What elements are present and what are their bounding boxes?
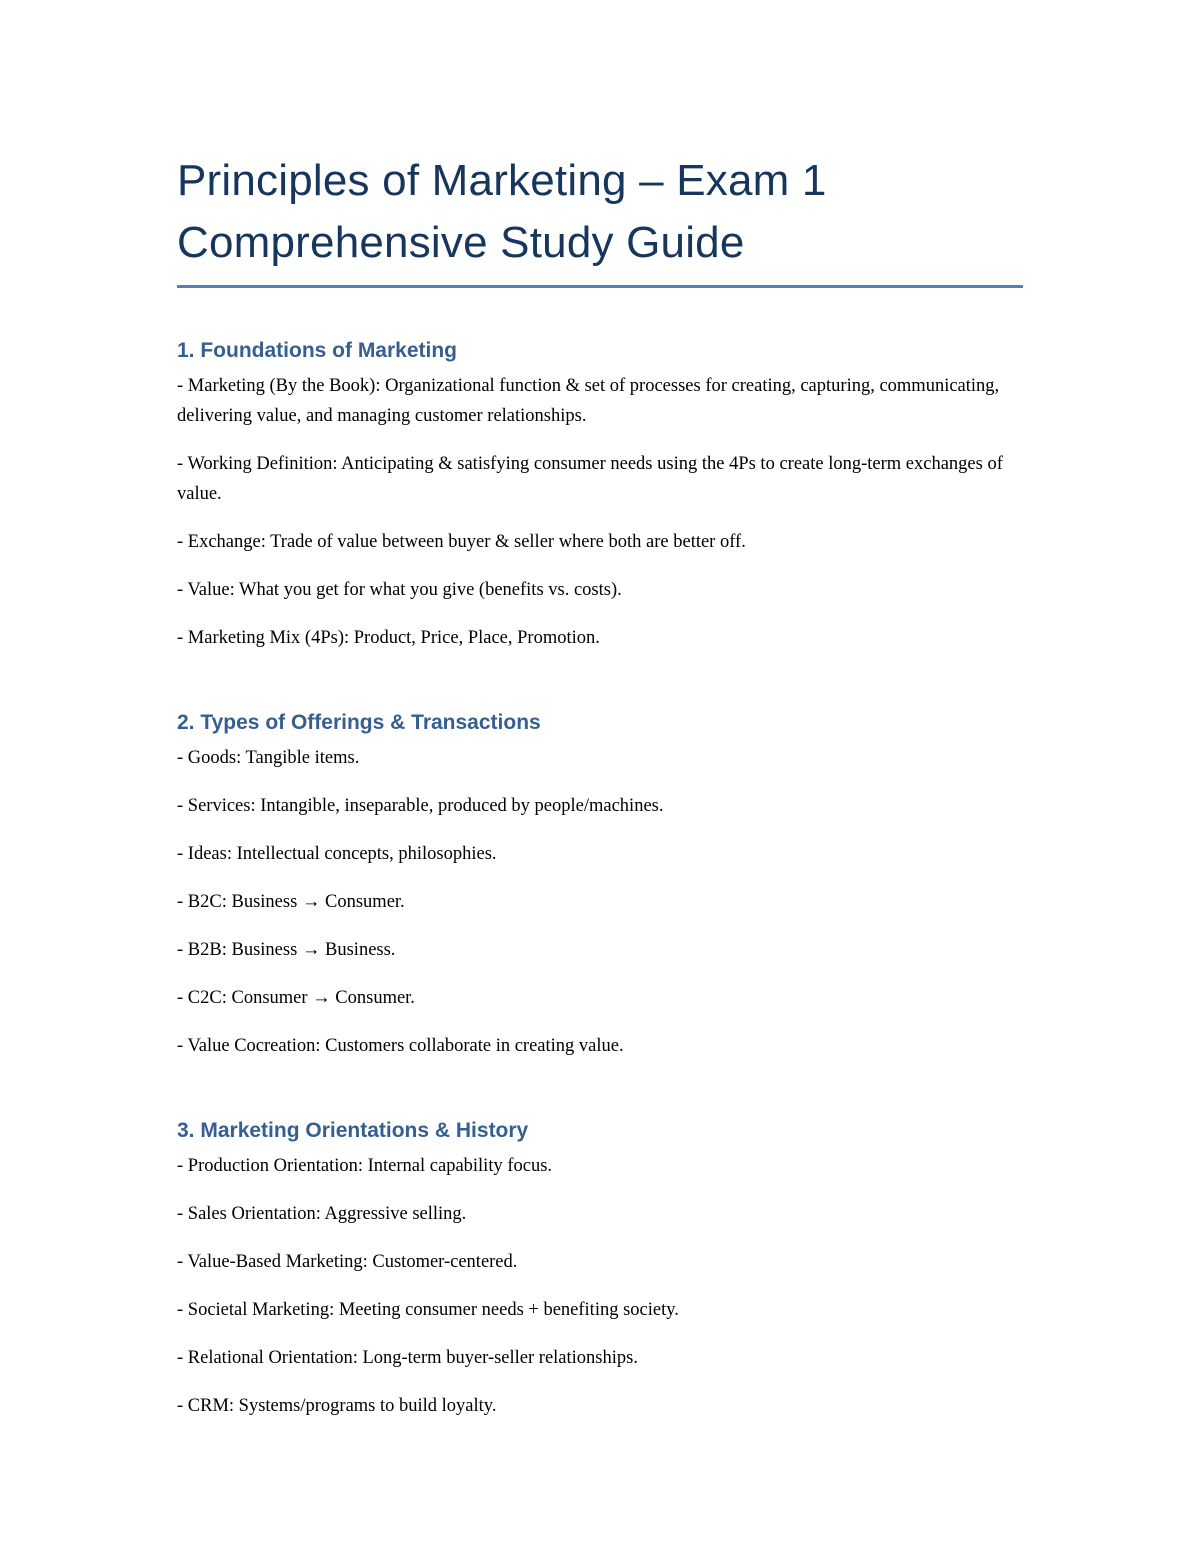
section-types-of-offerings xyxy=(177,709,1025,1061)
list-item: - Services: Intangible, inseparable, produced by people/machines. xyxy=(177,796,664,816)
list-item: - Value-Based Marketing: Customer-centered. xyxy=(177,1252,518,1272)
list-item: - Marketing (By the Book): Organizational function & set of processes for creating, capturing, communicating, delivering value, and managing customer relationships. xyxy=(177,376,1000,426)
list-item: - Relational Orientation: Long-term buyer-seller relationships. xyxy=(177,1348,638,1368)
list-item: - Societal Marketing: Meeting consumer needs + benefiting society. xyxy=(177,1300,679,1320)
list-item: - Sales Orientation: Aggressive selling. xyxy=(177,1204,467,1224)
section-heading: 1. Foundations of Marketing xyxy=(177,339,458,362)
list-item: - CRM: Systems/programs to build loyalty. xyxy=(177,1396,497,1416)
document-title xyxy=(177,150,1025,274)
document-title-line-1: Principles of Marketing – Exam 1 xyxy=(177,156,827,205)
list-item: - Exchange: Trade of value between buyer & seller where both are better off. xyxy=(177,532,746,552)
list-item: - Ideas: Intellectual concepts, philosophies. xyxy=(177,844,497,864)
document-title-line-2: Comprehensive Study Guide xyxy=(177,218,745,267)
title-underline-rule xyxy=(177,285,1023,288)
section-heading: 2. Types of Offerings & Transactions xyxy=(177,711,541,734)
list-item: - C2C: Consumer → Consumer. xyxy=(177,988,415,1008)
list-item: - B2C: Business → Consumer. xyxy=(177,892,405,912)
list-item: - Value: What you get for what you give (benefits vs. costs). xyxy=(177,580,622,600)
list-item: - Goods: Tangible items. xyxy=(177,748,360,768)
section-marketing-orientations xyxy=(177,1117,1025,1421)
list-item: - Marketing Mix (4Ps): Product, Price, Place, Promotion. xyxy=(177,628,600,648)
document-content xyxy=(177,150,1025,1421)
list-item: - B2B: Business → Business. xyxy=(177,940,396,960)
list-item: - Value Cocreation: Customers collaborate in creating value. xyxy=(177,1036,624,1056)
section-foundations-of-marketing xyxy=(177,337,1025,653)
section-heading: 3. Marketing Orientations & History xyxy=(177,1119,529,1142)
list-item: - Production Orientation: Internal capability focus. xyxy=(177,1156,553,1176)
list-item: - Working Definition: Anticipating & satisfying consumer needs using the 4Ps to create long-term exchanges of value. xyxy=(177,454,1003,504)
